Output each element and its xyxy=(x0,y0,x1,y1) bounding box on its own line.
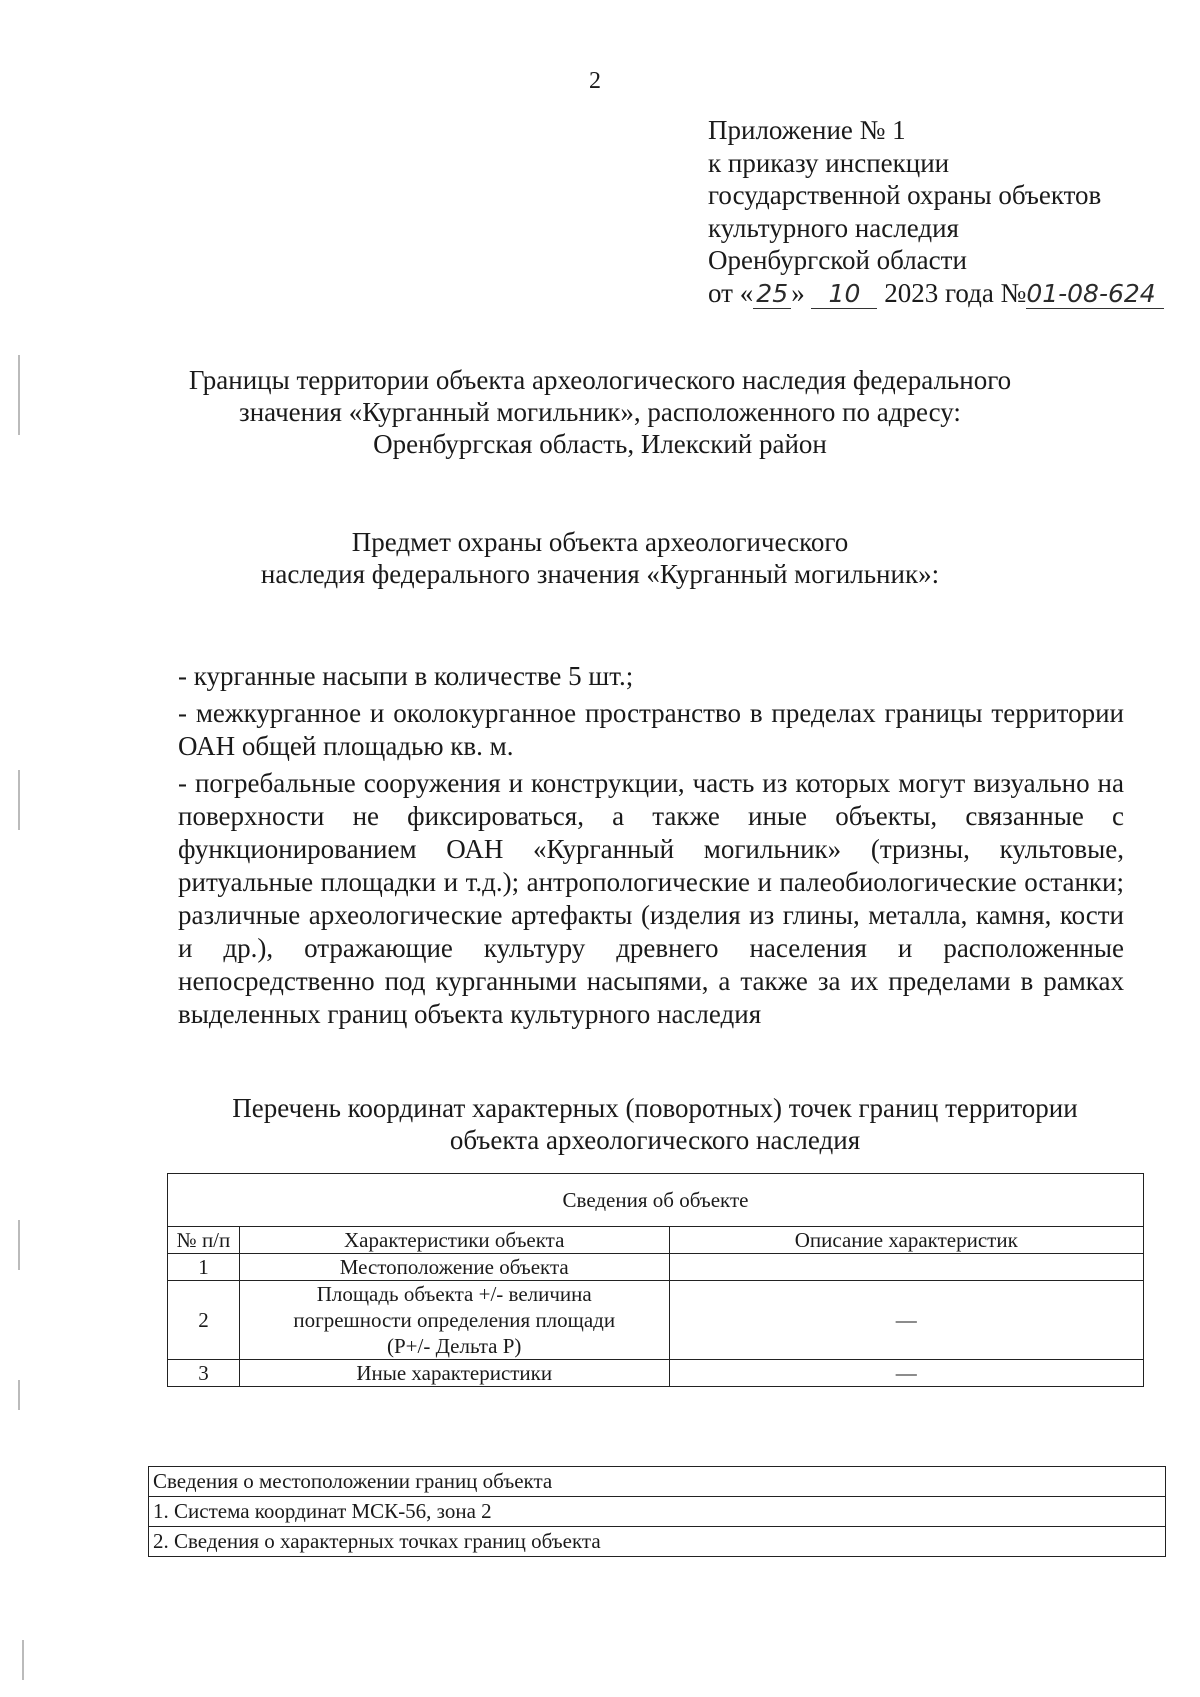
object-info-table xyxy=(167,1173,1144,1387)
heading-line: объекта археологического наследия xyxy=(449,1125,861,1155)
handwritten-order-number: 01-08-624 xyxy=(1026,280,1164,309)
row-name: Иные характеристики xyxy=(239,1360,669,1387)
title-line: Границы территории объекта археологического наследия федерального xyxy=(188,365,1012,395)
table-row xyxy=(168,1281,1144,1360)
scan-mark xyxy=(22,1640,24,1680)
protection-items xyxy=(178,660,1124,1031)
heading-line: Перечень координат характерных (поворотных) точек границ территории xyxy=(232,1093,1078,1123)
row-value xyxy=(669,1254,1143,1281)
page-number: 2 xyxy=(589,68,601,94)
appendix-line: Оренбургской области xyxy=(708,245,967,275)
list-item: - погребальные сооружения и конструкции, часть из которых могут визуально на поверхности не фиксироваться, а также иные объекты, связанные с функционированием ОАН «Курганный могильник» (тризны, культовые, ритуальные площадки и т.д.); антропологические и палеобиологические останки; различные археологические артефакты (изделия из глины, металла, камня, кости и др.), отражающие культуру древнего населения и расположенные непосредственно под курганными насыпями, а также за их пределами в рамках выделенных границ объекта культурного наследия xyxy=(178,768,1124,1029)
row-name: Площадь объекта +/- величина погрешности определения площади (Р+/- Дельта Р) xyxy=(239,1281,669,1360)
location-row: 2. Сведения о характерных точках границ объекта xyxy=(149,1527,1166,1557)
appendix-line: государственной охраны объектов xyxy=(708,180,1102,210)
scan-mark xyxy=(18,355,20,435)
appendix-line: культурного наследия xyxy=(708,212,959,243)
scan-mark xyxy=(18,1380,20,1410)
header-characteristic: Характеристики объекта xyxy=(239,1227,669,1254)
appendix-block xyxy=(708,114,1164,309)
title-line: Оренбургская область, Илекский район xyxy=(373,429,827,459)
table-row xyxy=(168,1360,1144,1387)
subject-line: наследия федерального значения «Курганный могильник»: xyxy=(260,559,940,589)
row-name: Местоположение объекта xyxy=(239,1254,669,1281)
handwritten-month: 10 xyxy=(811,280,877,309)
list-item: - курганные насыпи в количестве 5 шт.; xyxy=(178,661,634,691)
header-num: № п/п xyxy=(168,1227,240,1254)
date-year-text: 2023 года № xyxy=(884,277,1027,308)
location-info-table xyxy=(148,1466,1166,1557)
list-item: - межкурганное и околокурганное пространство в пределах границы территории ОАН общей площадью кв. м. xyxy=(178,698,1124,761)
location-row: Сведения о местоположении границ объекта xyxy=(149,1467,1166,1497)
row-num: 1 xyxy=(168,1254,240,1281)
header-description: Описание характеристик xyxy=(669,1227,1143,1254)
date-prefix: от « xyxy=(708,277,754,308)
handwritten-day: 25 xyxy=(753,280,791,309)
title-line: значения «Курганный могильник», расположенного по адресу: xyxy=(239,397,961,427)
date-day-close: » xyxy=(791,277,805,308)
row-value: — xyxy=(669,1360,1143,1387)
coordinates-heading xyxy=(180,1092,1130,1156)
scan-mark xyxy=(18,770,20,830)
row-value: — xyxy=(669,1281,1143,1360)
table-row xyxy=(149,1467,1166,1497)
row-num: 3 xyxy=(168,1360,240,1387)
protection-subject-heading xyxy=(180,526,1020,590)
table-row xyxy=(168,1254,1144,1281)
table-caption: Сведения об объекте xyxy=(168,1174,1144,1227)
appendix-line: Приложение № 1 xyxy=(708,115,906,145)
table-row xyxy=(149,1527,1166,1557)
appendix-date-line xyxy=(708,277,1164,310)
subject-line: Предмет охраны объекта археологического xyxy=(351,527,849,557)
location-row: 1. Система координат МСК-56, зона 2 xyxy=(149,1497,1166,1527)
appendix-line: к приказу инспекции xyxy=(708,147,950,178)
row-num: 2 xyxy=(168,1281,240,1360)
document-title xyxy=(150,364,1050,460)
scan-mark xyxy=(18,1220,20,1270)
table-row xyxy=(149,1497,1166,1527)
